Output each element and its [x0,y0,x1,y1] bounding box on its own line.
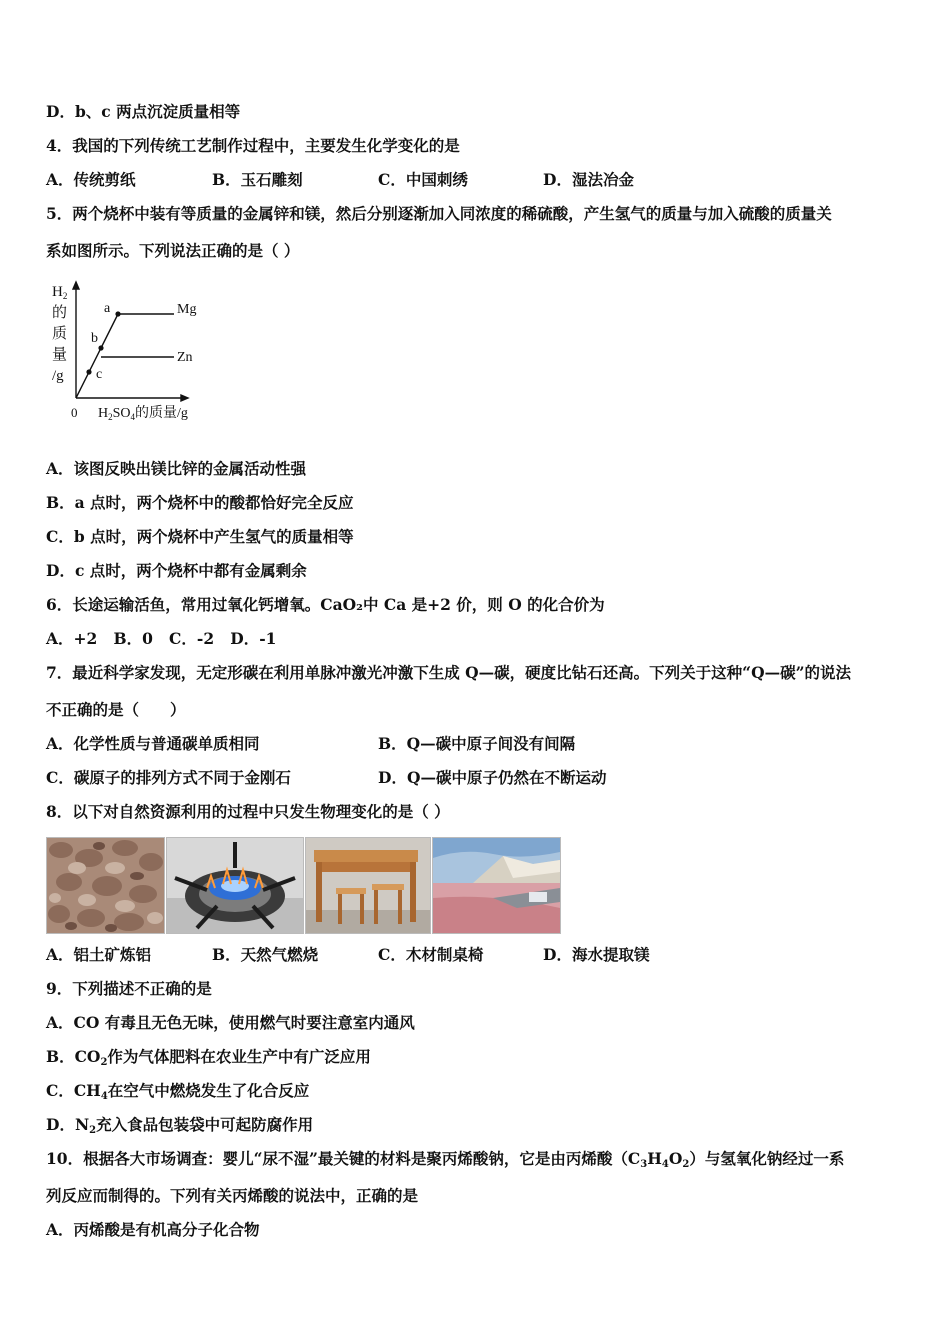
q3-option-d: D．b、c 两点沉淀质量相等 [46,102,241,121]
graph-line-mg-rise [76,314,118,398]
q10-option-a: A．丙烯酸是有机高分子化合物 [46,1220,260,1239]
q10-stem-line1: 10．根据各大市场调查：婴儿“尿不湿”最关键的材料是聚丙烯酸钠，它是由丙烯酸$(C_3H_4O_2)$与氢氧化钠经过一系 [46,1149,845,1170]
graph-point-b [98,345,103,350]
q10-stem-line2: 列反应而制得的。下列有关丙烯酸的说法中，正确的是 [46,1186,419,1205]
q9-stem: 9．下列描述不正确的是 [46,979,212,998]
q4-option-c: C．中国刺绣 [378,170,468,189]
q7-option-d: D．Q—碳中原子仍然在不断运动 [378,768,607,787]
q8-photo-bauxite [46,837,165,934]
q7-stem-line1: 7．最近科学家发现，无定形碳在利用单脉冲激光冲激下生成 Q—碳，硬度比钻石还高。下列关于这种“Q—碳”的说法 [46,663,852,682]
q8-option-a: A．铝土矿炼铝 [46,945,152,964]
graph-y-label-char2: 质 [52,326,68,342]
q9-option-c: C．$CH_4$在空气中燃烧发生了化合反应 [46,1081,310,1102]
graph-point-b-label: b [91,331,98,346]
q8-photo-seawater-salt [432,837,561,934]
q5-stem-line2: 系如图所示。下列说法正确的是（ ） [46,241,300,260]
q7-option-b: B．Q—碳中原子间没有间隔 [378,734,576,753]
q7-option-c: C．碳原子的排列方式不同于金刚石 [46,768,291,787]
graph-point-a [115,311,120,316]
graph-y-label-char1: 的 [52,305,68,321]
graph-point-c-label: c [96,367,103,382]
q9-option-d: D．$N_2$充入食品包装袋中可起防腐作用 [46,1115,314,1136]
graph-y-label-char4: /g [52,368,64,384]
graph-y-label-char3: 量 [52,347,68,363]
q5-option-c: C．b 点时，两个烧杯中产生氢气的质量相等 [46,527,354,546]
q5-option-a: A．该图反映出镁比锌的金属活动性强 [46,459,307,478]
q4-option-d: D．湿法冶金 [543,170,634,189]
q8-stem: 8．以下对自然资源利用的过程中只发生物理变化的是（ ） [46,802,450,821]
graph-series-mg: Mg [177,302,197,317]
q5-option-d: D．c 点时，两个烧杯中都有金属剩余 [46,561,307,580]
graph-x-label: $H_2SO_4$的质量/g [98,406,188,422]
q7-stem-line2: 不正确的是（ ） [46,700,186,719]
q9-option-b: B．$CO_2$作为气体肥料在农业生产中有广泛应用 [46,1047,371,1068]
q8-photo-wooden-furniture [305,837,431,934]
graph-point-c [86,369,91,374]
q9-option-a: A．CO 有毒且无色无味，使用燃气时要注意室内通风 [46,1013,415,1032]
q8-option-d: D．海水提取镁 [543,945,650,964]
graph-series-zn: Zn [177,350,193,365]
graph-x-arrow [181,395,188,401]
q5-stem-line1: 5．两个烧杯中装有等质量的金属锌和镁，然后分别逐渐加入同浓度的稀硫酸，产生氢气的质量与加入硫酸的质量关 [46,204,832,223]
q4-option-b: B．玉石雕刻 [212,170,303,189]
q5-option-b: B．a 点时，两个烧杯中的酸都恰好完全反应 [46,493,354,512]
q5-graph-svg [46,280,226,425]
q6-stem: 6．长途运输活鱼，常用过氧化钙增氧。CaO₂中 Ca 是+2 价，则 O 的化合价为 [46,595,605,614]
q4-option-a: A．传统剪纸 [46,170,136,189]
q7-option-a: A．化学性质与普通碳单质相同 [46,734,260,753]
graph-origin: 0 [71,405,78,420]
graph-point-a-label: a [104,301,111,316]
q8-option-c: C．木材制桌椅 [378,945,484,964]
q8-photo-gas-stove [166,837,304,934]
q5-graph [46,280,226,425]
q6-options: A．+2 B．0 C．-2 D．-1 [46,629,277,648]
graph-y-arrow [73,282,79,289]
graph-y-label-h: $H_2$ [52,284,68,301]
q8-option-b: B．天然气燃烧 [212,945,319,964]
q4-stem: 4．我国的下列传统工艺制作过程中，主要发生化学变化的是 [46,136,460,155]
